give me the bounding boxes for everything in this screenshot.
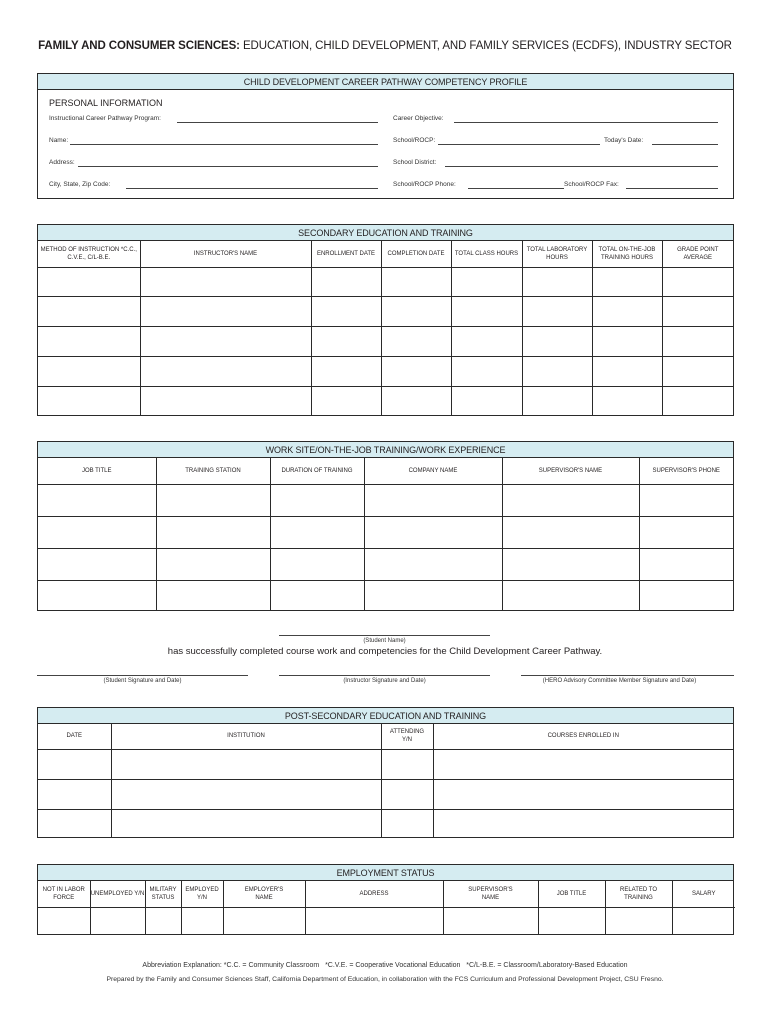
table-cell[interactable] — [592, 296, 662, 326]
table-cell[interactable] — [538, 907, 605, 934]
city-state-zip-field[interactable] — [126, 188, 378, 189]
address-label: Address: — [49, 159, 75, 166]
table-cell[interactable] — [311, 386, 381, 415]
career-objective-field[interactable] — [454, 122, 718, 123]
page-title-rest: EDUCATION, CHILD DEVELOPMENT, AND FAMILY SERVICES (ECDFS), INDUSTRY SECTOR — [239, 40, 732, 52]
abbreviation-explanation: Abbreviation Explanation: *C.C. = Community Classroom *C.V.E. = Cooperative Vocational Education *C/L-B.E. = Classroom/Laboratory-Based Education — [142, 962, 628, 969]
col-emp-supervisors-name: SUPERVISOR'S NAME — [443, 881, 538, 907]
col-address: ADDRESS — [305, 881, 443, 907]
table-row — [38, 516, 733, 548]
col-attending: ATTENDING Y/N — [381, 724, 433, 749]
table-cell[interactable] — [38, 267, 140, 296]
school-district-field[interactable] — [445, 166, 718, 167]
todays-date-field[interactable] — [652, 144, 718, 145]
table-cell[interactable] — [381, 809, 433, 837]
completion-statement: has successfully completed course work and competencies for the Child Development Career Pathway. — [167, 646, 603, 657]
table-cell[interactable] — [223, 907, 305, 934]
col-enrollment-date: ENROLLMENT DATE — [311, 241, 381, 267]
table-cell[interactable] — [38, 356, 140, 386]
table-cell[interactable] — [38, 580, 156, 611]
profile-heading: CHILD DEVELOPMENT CAREER PATHWAY COMPETENCY PROFILE — [38, 74, 733, 90]
table-cell[interactable] — [672, 907, 735, 934]
col-training-station: TRAINING STATION — [156, 458, 270, 484]
table-cell[interactable] — [311, 267, 381, 296]
school-phone-field[interactable] — [468, 188, 564, 189]
table-cell[interactable] — [451, 386, 522, 415]
table-cell[interactable] — [662, 267, 733, 296]
hero-signature-caption: (HERO Advisory Committee Member Signature and Date) — [542, 678, 697, 684]
hero-signature-line[interactable] — [521, 675, 734, 676]
table-cell[interactable] — [522, 326, 592, 356]
table-cell[interactable] — [605, 907, 672, 934]
table-cell[interactable] — [181, 907, 223, 934]
table-row — [38, 326, 733, 356]
post-secondary-table — [38, 724, 733, 837]
table-cell[interactable] — [111, 809, 381, 837]
table-cell[interactable] — [140, 267, 311, 296]
table-cell[interactable] — [156, 484, 270, 516]
table-row — [38, 548, 733, 580]
table-cell[interactable] — [592, 267, 662, 296]
col-total-ojt-hours: TOTAL ON-THE-JOB TRAINING HOURS — [592, 241, 662, 267]
employment-status-section — [37, 864, 734, 935]
table-cell[interactable] — [451, 326, 522, 356]
table-cell[interactable] — [140, 296, 311, 326]
table-cell[interactable] — [270, 484, 364, 516]
table-cell[interactable] — [639, 548, 733, 580]
table-cell[interactable] — [305, 907, 443, 934]
table-cell[interactable] — [662, 326, 733, 356]
instructor-signature-caption: (Instructor Signature and Date) — [343, 678, 426, 684]
table-cell[interactable] — [502, 484, 639, 516]
work-experience-table — [38, 458, 733, 611]
table-cell[interactable] — [364, 516, 502, 548]
table-cell[interactable] — [364, 580, 502, 611]
table-cell[interactable] — [270, 548, 364, 580]
table-cell[interactable] — [381, 749, 433, 779]
col-not-in-labor-force: NOT IN LABOR FORCE — [38, 881, 90, 907]
table-cell[interactable] — [311, 356, 381, 386]
table-cell[interactable] — [502, 548, 639, 580]
col-grade-point-average: GRADE POINT AVERAGE — [662, 241, 733, 267]
table-row — [38, 386, 733, 415]
table-cell[interactable] — [381, 267, 451, 296]
table-cell[interactable] — [364, 548, 502, 580]
table-cell[interactable] — [451, 356, 522, 386]
table-row — [38, 267, 733, 296]
table-cell[interactable] — [433, 779, 733, 809]
table-cell[interactable] — [111, 749, 381, 779]
page-title-bold: FAMILY AND CONSUMER SCIENCES: — [38, 40, 240, 52]
col-supervisors-phone: SUPERVISOR'S PHONE — [639, 458, 733, 484]
table-cell[interactable] — [111, 779, 381, 809]
col-date: DATE — [38, 724, 111, 749]
table-cell[interactable] — [662, 356, 733, 386]
table-row — [38, 749, 733, 779]
employment-status-table — [38, 881, 735, 934]
school-rocp-label: School/ROCP: — [393, 137, 436, 144]
table-row — [38, 356, 733, 386]
col-supervisors-name: SUPERVISOR'S NAME — [502, 458, 639, 484]
table-cell[interactable] — [639, 580, 733, 611]
secondary-education-heading: SECONDARY EDUCATION AND TRAINING — [38, 225, 733, 241]
col-employed: EMPLOYED Y/N — [181, 881, 223, 907]
col-emp-job-title: JOB TITLE — [538, 881, 605, 907]
table-cell[interactable] — [592, 356, 662, 386]
col-instructors-name: INSTRUCTOR'S NAME — [140, 241, 311, 267]
table-cell[interactable] — [381, 386, 451, 415]
table-cell[interactable] — [381, 356, 451, 386]
city-state-zip-label: City, State, Zip Code: — [49, 181, 111, 188]
secondary-education-table — [38, 241, 733, 415]
school-fax-label: School/ROCP Fax: — [564, 181, 619, 188]
table-cell[interactable] — [38, 296, 140, 326]
post-secondary-heading: POST-SECONDARY EDUCATION AND TRAINING — [38, 708, 733, 724]
table-cell[interactable] — [522, 356, 592, 386]
career-objective-label: Career Objective: — [393, 115, 444, 122]
table-cell[interactable] — [592, 386, 662, 415]
table-cell[interactable] — [38, 326, 140, 356]
table-cell[interactable] — [38, 386, 140, 415]
table-cell[interactable] — [639, 516, 733, 548]
school-rocp-field[interactable] — [438, 144, 600, 145]
table-cell[interactable] — [451, 267, 522, 296]
table-cell[interactable] — [311, 296, 381, 326]
col-unemployed: UNEMPLOYED Y/N — [90, 881, 145, 907]
page-title — [0, 40, 770, 52]
col-related-to-training: RELATED TO TRAINING — [605, 881, 672, 907]
table-cell[interactable] — [38, 809, 111, 837]
table-cell[interactable] — [140, 356, 311, 386]
table-row — [38, 580, 733, 611]
col-job-title: JOB TITLE — [38, 458, 156, 484]
col-method-of-instruction: METHOD OF INSTRUCTION *C.C., C.V.E., C/L-B.E. — [38, 241, 140, 267]
table-cell[interactable] — [451, 296, 522, 326]
table-cell[interactable] — [433, 809, 733, 837]
table-row — [38, 779, 733, 809]
table-cell[interactable] — [38, 484, 156, 516]
col-salary: SALARY — [672, 881, 735, 907]
student-name-line[interactable] — [279, 635, 490, 636]
table-cell[interactable] — [639, 484, 733, 516]
student-signature-caption: (Student Signature and Date) — [103, 678, 182, 684]
table-cell[interactable] — [502, 580, 639, 611]
table-cell[interactable] — [270, 516, 364, 548]
col-employers-name: EMPLOYER'S NAME — [223, 881, 305, 907]
col-total-class-hours: TOTAL CLASS HOURS — [451, 241, 522, 267]
work-experience-section — [37, 441, 734, 611]
secondary-education-section — [37, 224, 734, 416]
table-cell[interactable] — [38, 516, 156, 548]
table-cell[interactable] — [381, 779, 433, 809]
table-row — [38, 809, 733, 837]
table-cell[interactable] — [522, 386, 592, 415]
todays-date-label: Today's Date: — [604, 137, 644, 144]
table-cell[interactable] — [140, 386, 311, 415]
student-signature-line[interactable] — [37, 675, 248, 676]
table-cell[interactable] — [145, 907, 181, 934]
table-cell[interactable] — [662, 386, 733, 415]
personal-info-heading: PERSONAL INFORMATION — [49, 98, 163, 108]
instructor-signature-line[interactable] — [279, 675, 490, 676]
employment-status-heading: EMPLOYMENT STATUS — [38, 865, 733, 881]
table-cell[interactable] — [38, 907, 90, 934]
col-company-name: COMPANY NAME — [364, 458, 502, 484]
table-cell[interactable] — [433, 749, 733, 779]
col-completion-date: COMPLETION DATE — [381, 241, 451, 267]
table-row — [38, 296, 733, 326]
table-cell[interactable] — [381, 296, 451, 326]
school-district-label: School District: — [393, 159, 437, 166]
program-label: Instructional Career Pathway Program: — [49, 115, 161, 122]
table-cell[interactable] — [443, 907, 538, 934]
table-cell[interactable] — [522, 267, 592, 296]
table-cell[interactable] — [156, 580, 270, 611]
table-cell[interactable] — [381, 326, 451, 356]
student-name-caption: (Student Name) — [363, 638, 406, 644]
name-field[interactable] — [70, 144, 378, 145]
col-courses-enrolled-in: COURSES ENROLLED IN — [433, 724, 733, 749]
profile-section — [37, 73, 734, 199]
prepared-by-note: Prepared by the Family and Consumer Sciences Staff, California Department of Education, in collaboration with the FCS Curriculum and Professional Development Project, CSU Fresno. — [106, 976, 664, 983]
table-cell[interactable] — [522, 296, 592, 326]
address-field[interactable] — [78, 166, 378, 167]
program-field[interactable] — [177, 122, 378, 123]
table-cell[interactable] — [662, 296, 733, 326]
table-cell[interactable] — [156, 548, 270, 580]
table-cell[interactable] — [90, 907, 145, 934]
col-total-lab-hours: TOTAL LABORATORY HOURS — [522, 241, 592, 267]
table-row — [38, 907, 735, 934]
work-experience-heading: WORK SITE/ON-THE-JOB TRAINING/WORK EXPERIENCE — [38, 442, 733, 458]
school-fax-field[interactable] — [626, 188, 718, 189]
table-cell[interactable] — [140, 326, 311, 356]
col-institution: INSTITUTION — [111, 724, 381, 749]
name-label: Name: — [49, 137, 69, 144]
table-cell[interactable] — [592, 326, 662, 356]
post-secondary-section — [37, 707, 734, 838]
table-cell[interactable] — [38, 548, 156, 580]
col-military-status: MILITARY STATUS — [145, 881, 181, 907]
table-row — [38, 484, 733, 516]
school-phone-label: School/ROCP Phone: — [393, 181, 456, 188]
table-cell[interactable] — [364, 484, 502, 516]
table-cell[interactable] — [502, 516, 639, 548]
table-cell[interactable] — [270, 580, 364, 611]
table-cell[interactable] — [311, 326, 381, 356]
table-cell[interactable] — [38, 779, 111, 809]
table-cell[interactable] — [38, 749, 111, 779]
col-duration-of-training: DURATION OF TRAINING — [270, 458, 364, 484]
table-cell[interactable] — [156, 516, 270, 548]
